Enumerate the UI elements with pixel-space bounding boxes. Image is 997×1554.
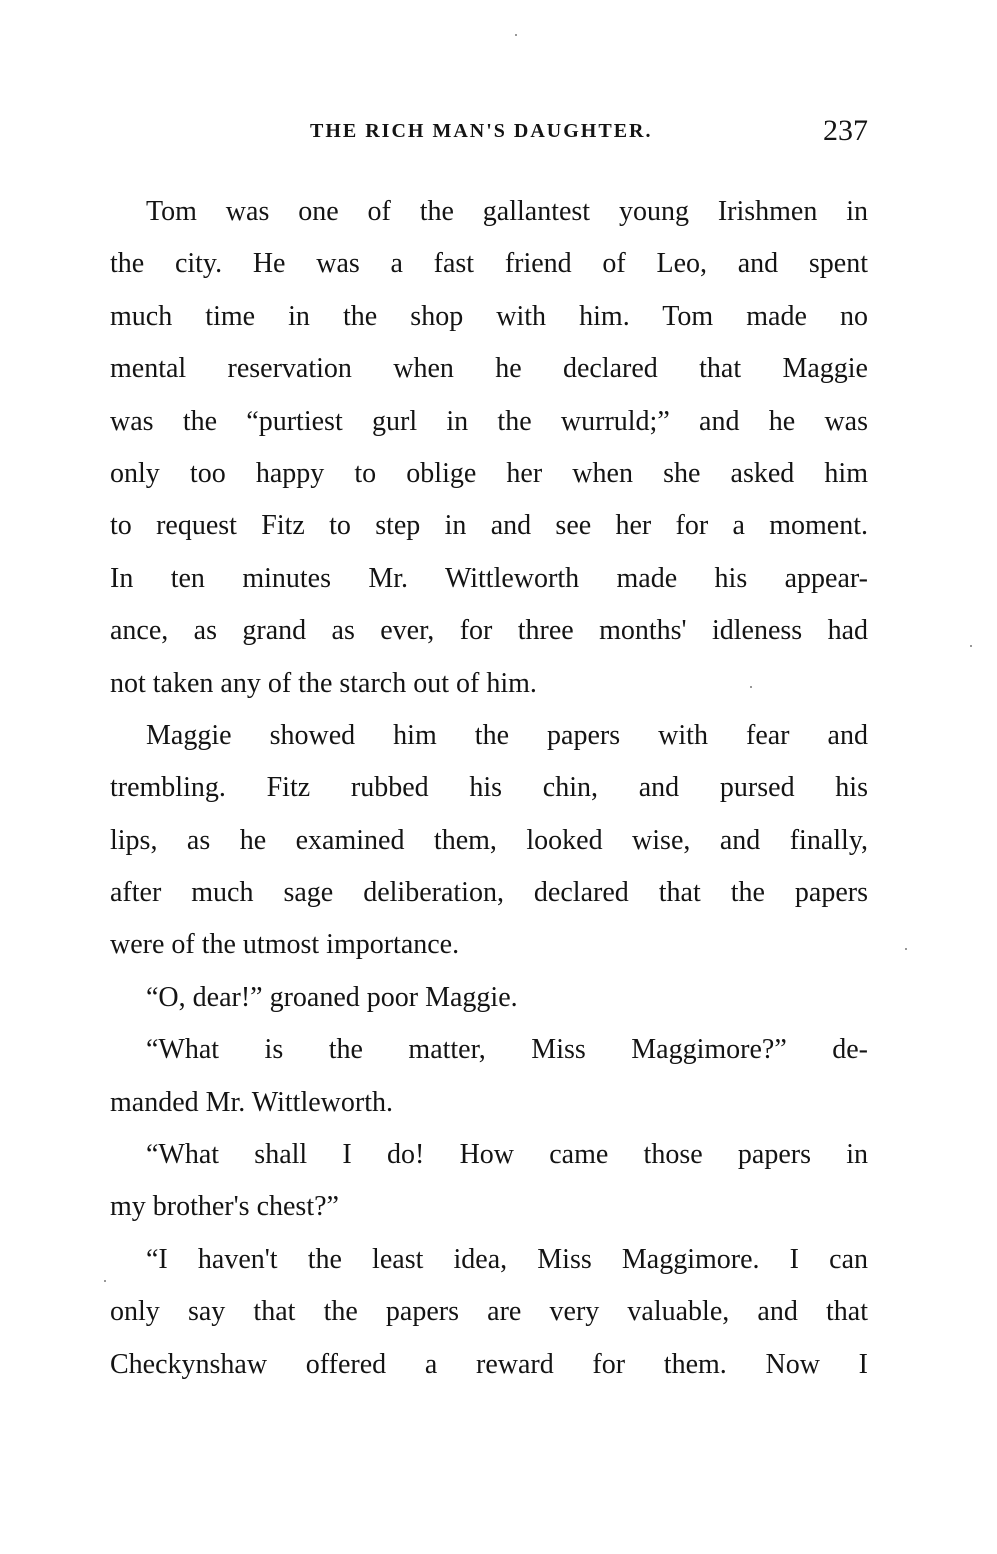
text-line: trembling. Fitz rubbed his chin, and pursed his (110, 772, 868, 804)
text-line: were of the utmost importance. (110, 929, 460, 961)
text-line: only say that the papers are very valuable, and that (110, 1296, 868, 1328)
text-line: only too happy to oblige her when she asked him (110, 457, 868, 489)
text-line: lips, as he examined them, looked wise, and finally, (110, 824, 868, 856)
scan-speck (104, 1280, 106, 1282)
scan-speck (970, 645, 972, 647)
body-text (110, 186, 868, 1391)
text-line: mental reservation when he declared that Maggie (110, 353, 868, 385)
running-title: THE RICH MAN'S DAUGHTER. (310, 120, 653, 142)
scan-speck (515, 34, 517, 36)
text-line: Tom was one of the gallantest young Irishmen in (146, 196, 868, 227)
text-line: “What is the matter, Miss Maggimore?” de- (146, 1034, 868, 1066)
text-line: my brother's chest?” (110, 1191, 339, 1223)
text-line: Checkynshaw offered a reward for them. Now I (110, 1348, 868, 1380)
text-line: manded Mr. Wittleworth. (110, 1086, 393, 1118)
text-line: “I haven't the least idea, Miss Maggimore. I can (146, 1243, 868, 1275)
text-line: Maggie showed him the papers with fear and (146, 719, 868, 751)
scan-speck (905, 948, 907, 950)
text-line: to request Fitz to step in and see her for a moment. (110, 510, 868, 542)
running-head (108, 114, 868, 154)
text-line: not taken any of the starch out of him. (110, 667, 537, 699)
text-line: was the “purtiest gurl in the wurruld;” and he was (110, 405, 868, 437)
text-line: ance, as grand as ever, for three months' idleness had (110, 615, 868, 647)
text-line: after much sage deliberation, declared that the papers (110, 877, 868, 909)
text-line: the city. He was a fast friend of Leo, and spent (110, 248, 868, 280)
scan-speck (750, 686, 752, 688)
text-line: “What shall I do! How came those papers in (146, 1139, 868, 1171)
page-number: 237 (823, 114, 868, 147)
text-line: “O, dear!” groaned poor Maggie. (146, 981, 518, 1013)
text-line: much time in the shop with him. Tom made no (110, 300, 868, 332)
text-line: In ten minutes Mr. Wittleworth made his appear- (110, 562, 868, 594)
